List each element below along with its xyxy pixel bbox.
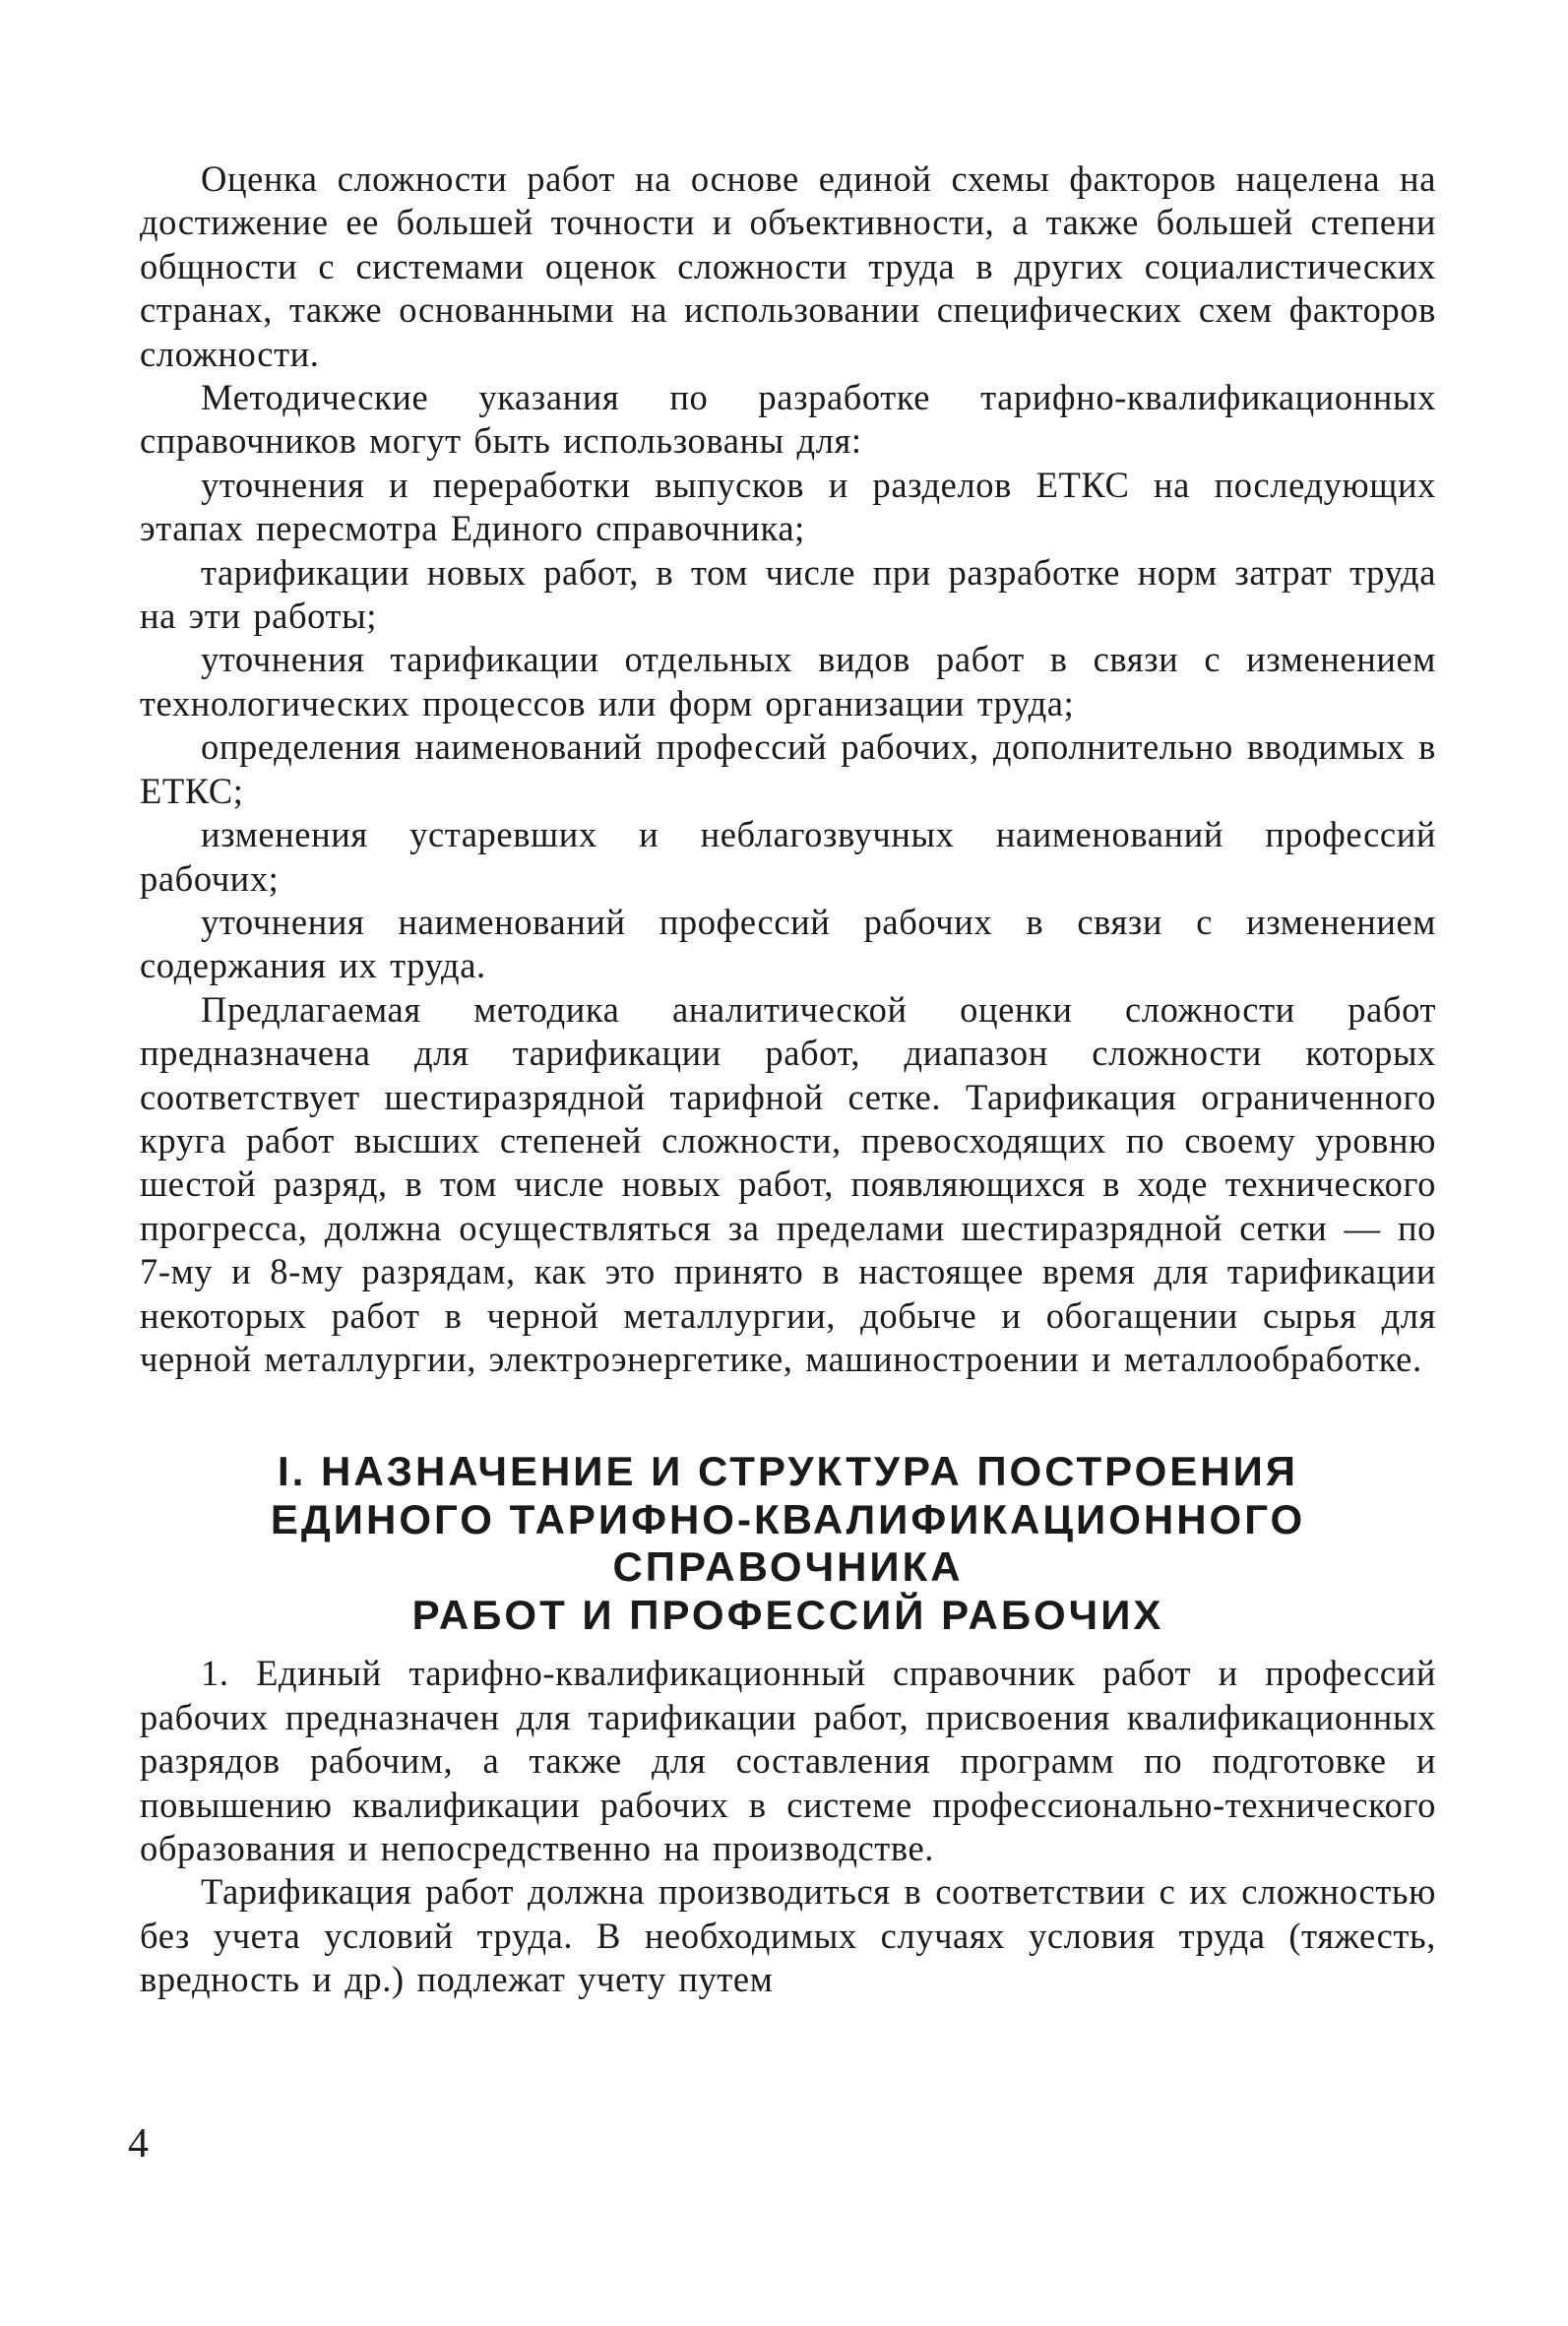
list-item-profession-names: определения наименований профессий рабочих, дополнительно вводимых в ЕТКС; [140, 726, 1436, 811]
list-item-tariffing-refinement: уточнения тарификации отдельных видов работ в связи с изменением технологических процессов или форм организации труда; [140, 639, 1436, 723]
paragraph-guidelines-usage: Методические указания по разработке тарифно-квалификационных справочников могут быть использованы для: [140, 377, 1436, 462]
paragraph-section-item-1: 1. Единый тарифно-квалификационный справочник работ и профессий рабочих предназначен для тарификации работ, присвоения квалификационных разрядов рабочим, а также для составления программ по подготовке и повышению квалификации рабочих в системе профессионально-технического образования и непосредственно на производстве. [140, 1653, 1436, 1868]
section-heading-line-4: РАБОТ И ПРОФЕССИЙ РАБОЧИХ [411, 1591, 1164, 1638]
list-item-new-works-tariffing: тарификации новых работ, в том числе при разработке норм затрат труда на эти работы; [140, 551, 1436, 637]
page-number: 4 [128, 2121, 149, 2167]
section-heading-line-2: ЕДИНОГО ТАРИФНО-КВАЛИФИКАЦИОННОГО [270, 1495, 1306, 1542]
page-content [140, 157, 1436, 2002]
section-heading [140, 1448, 1436, 1639]
section-heading-line-1: I. НАЗНАЧЕНИЕ И СТРУКТУРА ПОСТРОЕНИЯ [278, 1448, 1298, 1495]
paragraph-assessment-intro: Оценка сложности работ на основе единой схемы факторов нацелена на достижение ее большей точности и объективности, а также большей степени общности с системами оценок сложности труда в других социалистических странах, также основанными на использовании специфических схем факторов сложности. [140, 158, 1436, 374]
paragraph-tariffing-conditions: Тарификация работ должна производиться в соответствии с их сложностью без учета условий труда. В необходимых случаях условия труда (тяжесть, вредность и др.) подлежат учету путем [140, 1871, 1436, 2000]
list-item-refinement-issues: уточнения и переработки выпусков и разделов ЕТКС на последующих этапах пересмотра Единого справочника; [140, 464, 1436, 549]
list-item-names-refinement: уточнения наименований профессий рабочих в связи с изменением содержания их труда. [140, 901, 1436, 986]
paragraph-methodology: Предлагаемая методика аналитической оценки сложности работ предназначена для тарификации работ, диапазон сложности которых соответствует шестиразрядной тарифной сетке. Тарификация ограниченного круга работ высших степеней сложности, превосходящих по своему уровню шестой разряд, в том числе новых работ, появляющихся в ходе технического прогресса, должна осуществляться за пределами шестиразрядной сетки — по 7-му и 8-му разрядам, как это принято в настоящее время для тарификации некоторых работ в черной металлургии, добыче и обогащении сырья для черной металлургии, электроэнергетике, машиностроении и металлообработке. [140, 988, 1436, 1379]
list-item-obsolete-names: изменения устаревших и неблагозвучных наименований профессий рабочих; [140, 814, 1436, 899]
section-heading-line-3: СПРАВОЧНИКА [612, 1543, 964, 1591]
